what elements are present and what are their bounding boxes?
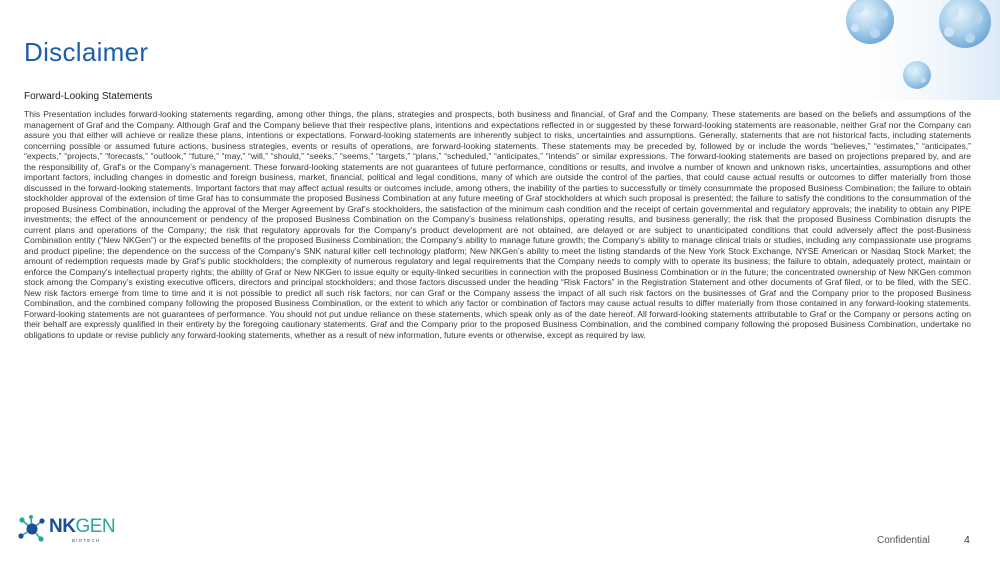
logo-gen: GEN xyxy=(75,516,116,537)
page-number: 4 xyxy=(964,534,970,546)
company-logo xyxy=(17,514,127,546)
logo-nk: NK xyxy=(49,516,76,537)
logo-wordmark xyxy=(49,516,115,538)
cell-cluster-decoration xyxy=(825,0,1000,100)
nkgen-logo-mark xyxy=(17,514,47,544)
logo-tagline: BIOTECH xyxy=(72,538,101,543)
disclaimer-body: This Presentation includes forward-looking statements regarding, among other things, the plans, strategies and prospects, both business and financial, of Graf and the Company. These statements are based on the beliefs and assumptions of the management of Graf and the Company. Although Graf and the Company believe that their respective plans, intentions and expectations reflected in or suggested by these forward-looking statements are reasonable, neither Graf nor the Company can assure you that either will achieve or realize these plans, intentions or expectations. Forward-looking statements are inherently subject to risks, uncertainties and assumptions. Generally, statements that are not historical facts, including statements concerning possible or assumed future actions, business strategies, events or results of operations, are forward-looking statements. These statements may be preceded by, followed by or include the words “believes,” “estimates,” “anticipates,” “expects,” “projects,” “forecasts,” “outlook,” “future,” “may,” “will,” “should,” “seeks,” “seems,” “targets,” “plans,” “scheduled,” “anticipates,” “intends” or similar expressions. The forward-looking statements are based on projections prepared by, and are the responsibility of, Graf’s or the Company’s management. These forward-looking statements are not guarantees of future performance, conditions or results, and involve a number of known and unknown risks, uncertainties, assumptions and other important factors, including changes in domestic and foreign business, market, financial, political and legal conditions, many of which are outside the control of the parties, that could cause actual results or outcomes to differ materially from those discussed in the forward-looking statements. Important factors that may affect actual results or outcomes include, among others, the inability of the parties to successfully or timely consummate the proposed Business Combination; the failure to obtain stockholder approval of the extension of time Graf has to consummate the proposed Business Combination at any future meeting of Graf stockholders at which such proposal is presented; the failure to satisfy the conditions to the consummation of the proposed Business Combination, including the approval of the Merger Agreement by Graf’s stockholders, the satisfaction of the minimum cash condition and the receipt of certain governmental and regulatory approvals; the inability to obtain any PIPE investments; the effect of the announcement or pendency of the proposed Business Combination on the Company’s business relationships, operating results, and business generally; the risk that the proposed Business Combination disrupts the current plans and operations of the Company; the risk that regulatory approvals for the Company’s product development are not obtained, are delayed or are subject to unanticipated conditions that could adversely affect the post-Business Combination entity (“New NKGen”) or the expected benefits of the proposed Business Combination; the Company’s ability to manage future growth; the Company’s ability to manage clinical trials or studies, including any compassionate use programs and product pipeline; the dependence on the success of the Company’s SNK natural killer cell technology platform; New NKGen’s ability to meet the listing standards of the New York Stock Exchange, NYSE American or Nasdaq Stock Market; the amount of redemption requests made by Graf’s public stockholders; the complexity of numerous regulatory and legal requirements that the Company needs to comply with to operate its business; the failure to obtain, adequately protect, maintain or enforce the Company’s intellectual property rights; the ability of Graf or New NKGen to issue equity or equity-linked securities in connection with the proposed Business Combination or in the future; the concentrated ownership of New NKGen common stock among the Company’s existing executive officers, directors and principal stockholders; and those factors discussed under the heading “Risk Factors” in the Registration Statement and other documents of Graf filed, or to be filed, with the SEC. New risk factors emerge from time to time and it is not possible to predict all such risk factors, nor can Graf or the Company assess the impact of all such risk factors on the businesses of Graf and the Company prior to the proposed Business Combination, and the combined company following the proposed Business Combination, or the extent to which any factor or combination of factors may cause actual results to differ materially from those contained in any forward-looking statements. Forward-looking statements are not guarantees of performance. You should not put undue reliance on these statements, which speak only as of the date hereof. All forward-looking statements attributable to Graf or the Company or persons acting on their behalf are expressly qualified in their entirety by the foregoing cautionary statements. Graf and the Company prior to the proposed Business Combination, and the combined company following the proposed Business Combination, undertake no obligations to update or revise publicly any forward-looking statements, whether as a result of new information, future events or otherwise, except as required by law. xyxy=(24,109,971,340)
confidential-label: Confidential xyxy=(877,535,930,546)
page-title: Disclaimer xyxy=(24,37,149,67)
section-heading: Forward-Looking Statements xyxy=(24,91,153,102)
